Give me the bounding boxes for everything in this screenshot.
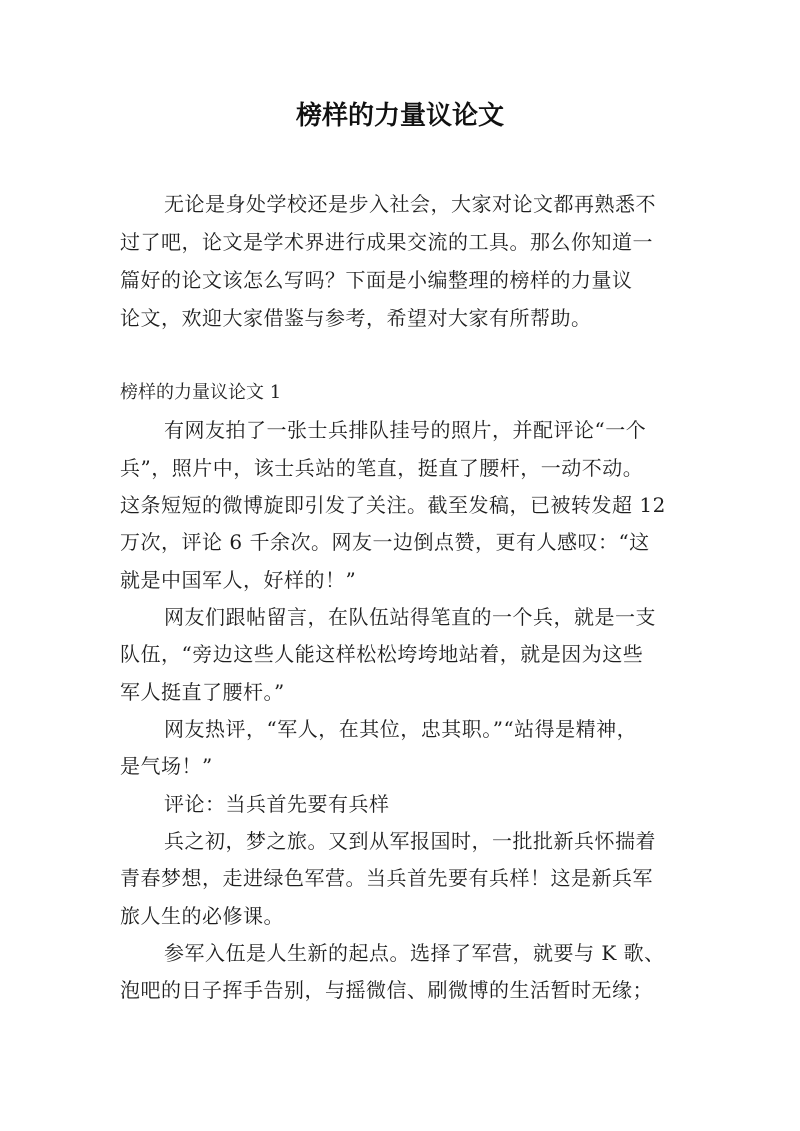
intro-line: 篇好的论文该怎么写吗？下面是小编整理的榜样的力量议 — [120, 268, 633, 292]
paragraph-line: 泡吧的日子挥手告别，与摇微信、刷微博的生活暂时无缘； — [120, 978, 653, 1002]
paragraph-line: 网友热评，“军人，在其位，忠其职。”“站得是精神， — [164, 717, 638, 741]
paragraph-line: 就是中国军人，好样的！” — [120, 568, 357, 592]
paragraph-line: 这条短短的微博旋即引发了关注。截至发稿，已被转发超 12 — [120, 493, 666, 517]
paragraph-line: 兵”，照片中，该士兵站的笔直，挺直了腰杆，一动不动。 — [120, 456, 644, 480]
paragraph-line: 参军入伍是人生新的起点。选择了军营，就要与 K 歌、 — [164, 941, 665, 965]
paragraph-line: 评论：当兵首先要有兵样 — [164, 792, 390, 816]
intro-line: 论文，欢迎大家借鉴与参考，希望对大家有所帮助。 — [120, 306, 592, 330]
paragraph-line: 旅人生的必修课。 — [120, 904, 284, 928]
paragraph-line: 万次，评论 6 千余次。网友一边倒点赞，更有人感叹：“这 — [120, 530, 650, 554]
paragraph-line: 队伍，“旁边这些人能这样松松垮垮地站着，就是因为这些 — [120, 642, 644, 666]
paragraph-line: 有网友拍了一张士兵排队挂号的照片，并配评论“一个 — [164, 418, 647, 442]
paragraph-line: 军人挺直了腰杆。” — [120, 680, 285, 704]
paragraph-line: 青春梦想，走进绿色军营。当兵首先要有兵样！这是新兵军 — [120, 866, 653, 890]
paragraph-line: 网友们跟帖留言，在队伍站得笔直的一个兵，就是一支 — [164, 605, 656, 629]
paragraph-line: 是气场！” — [120, 754, 213, 778]
document-title: 榜样的力量议论文 — [295, 101, 504, 131]
intro-line: 过了吧，论文是学术界进行成果交流的工具。那么你知道一 — [120, 230, 653, 254]
paragraph-line: 兵之初，梦之旅。又到从军报国时，一批批新兵怀揣着 — [164, 829, 656, 853]
section-heading: 榜样的力量议论文 1 — [120, 382, 282, 403]
intro-line: 无论是身处学校还是步入社会，大家对论文都再熟悉不 — [164, 192, 656, 216]
